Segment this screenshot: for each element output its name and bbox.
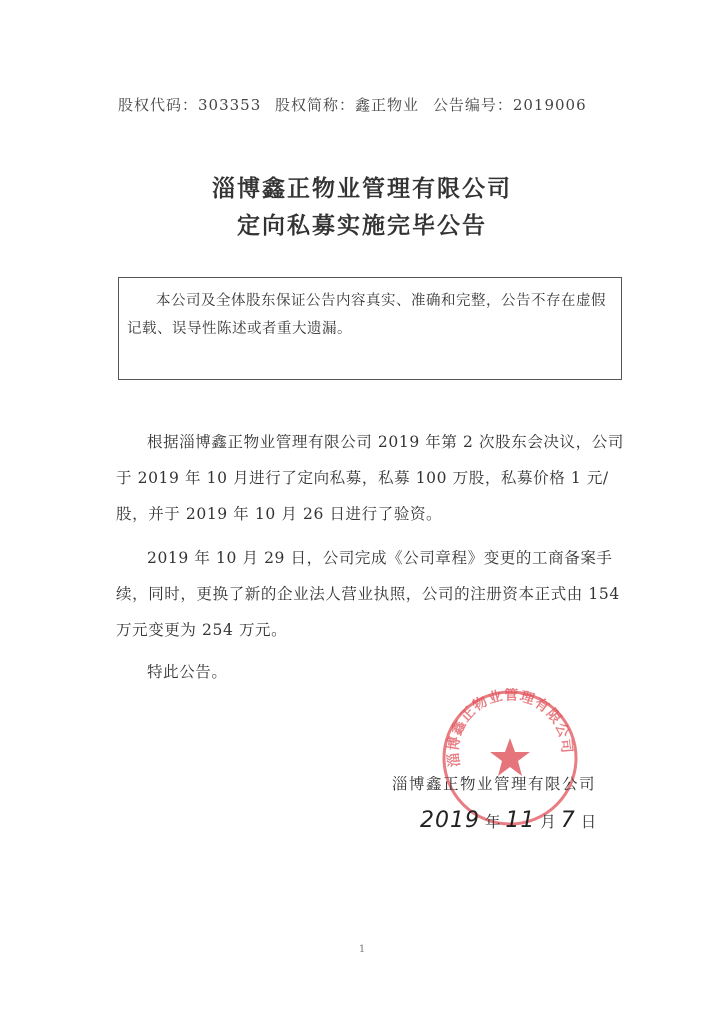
- body-paragraph-3: 特此公告。: [147, 663, 228, 681]
- body-paragraph-2: 2019 年 10 月 29 日，公司完成《公司章程》变更的工商备案手续，同时，更换了新的企业法人营业执照，公司的注册资本正式由 154 万元变更为 254 万元。: [116, 549, 620, 639]
- stock-code: 股权代码：303353: [118, 96, 262, 114]
- announcement-title: 定向私募实施完毕公告: [237, 213, 487, 239]
- announcement-header: [118, 94, 638, 115]
- signing-company: 淄博鑫正物业管理有限公司: [392, 775, 597, 793]
- seal-text: 淄博鑫正物业管理有限公司: [445, 688, 575, 768]
- disclaimer-text: 本公司及全体股东保证公告内容真实、准确和完整，公告不存在虚假记载、误导性陈述或者重大遗漏。: [127, 293, 606, 337]
- seal-star-icon: [490, 738, 530, 776]
- company-title: 淄博鑫正物业管理有限公司: [212, 176, 512, 202]
- disclaimer-box: [118, 277, 622, 380]
- date-month-char: 月: [540, 813, 556, 831]
- body-paragraph-1: 根据淄博鑫正物业管理有限公司 2019 年第 2 次股东会决议，公司于 2019 年 10 月进行了定向私募，私募 100 万股，私募价格 1 元/股，并于 2019 年 10 月 26 日进行了验资。: [116, 433, 624, 523]
- date-year-char: 年: [484, 813, 501, 831]
- announcement-number: 公告编号：2019006: [432, 96, 587, 114]
- company-seal: [440, 688, 580, 828]
- date-month-handwritten: 11: [505, 808, 536, 833]
- date-day-char: 日: [580, 813, 597, 831]
- date-year-handwritten: 2019: [420, 808, 480, 833]
- signing-date: [420, 808, 596, 833]
- stock-short-name: 股权简称：鑫正物业: [275, 96, 420, 114]
- page-number: 1: [358, 944, 366, 955]
- date-day-handwritten: 7: [560, 808, 576, 833]
